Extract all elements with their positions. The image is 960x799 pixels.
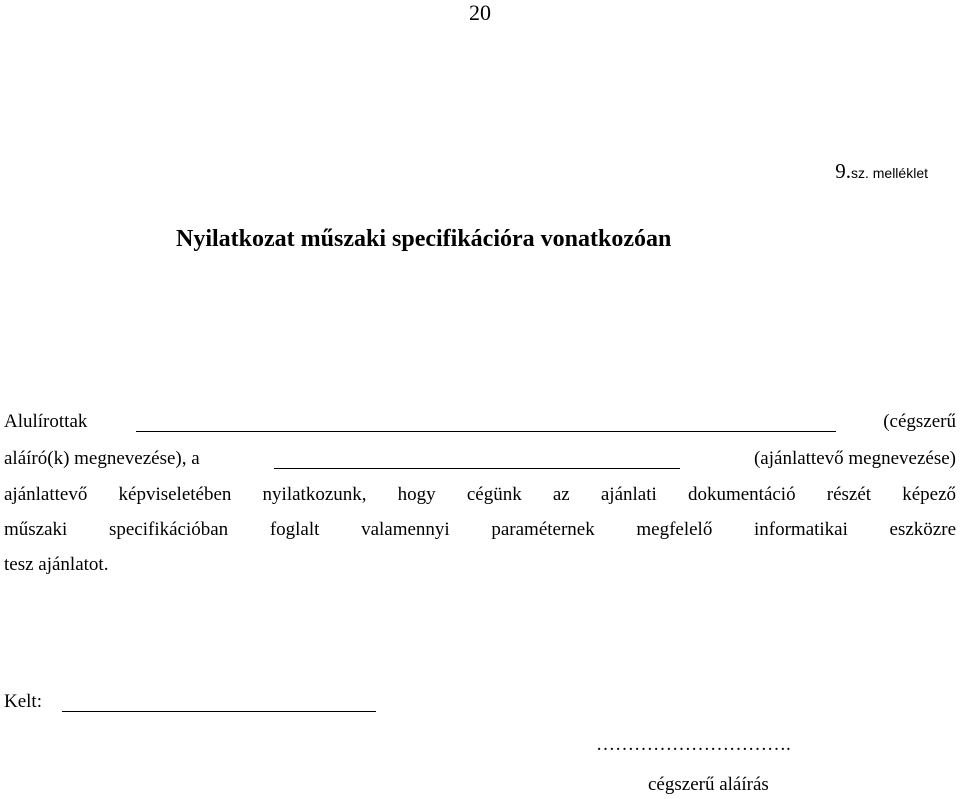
document-title: Nyilatkozat műszaki specifikációra vonatkozóan (176, 226, 672, 252)
bidder-hint: (ajánlattevő megnevezése) (753, 448, 956, 469)
declaration-line-1 (4, 410, 956, 436)
declaration-line-4: műszaki specifikációban foglalt valamennyi paraméternek megfelelő informatikai eszközre (4, 519, 956, 540)
declaration-line-5: tesz ajánlatot. (4, 554, 109, 575)
annex-suffix: sz. melléklet (850, 165, 928, 181)
signatory-hint-cont: aláíró(k) megnevezése), a (4, 448, 200, 469)
declaration-line-2 (4, 447, 956, 473)
bidder-name-blank (274, 468, 680, 469)
declaration-line-3: ajánlattevő képviseletében nyilatkozunk, hogy cégünk az ajánlati dokumentáció részét képező (4, 484, 956, 505)
undersigned-label: Alulírottak (4, 411, 88, 432)
date-row (4, 690, 956, 716)
signature-label: cégszerű aláírás (648, 774, 769, 795)
date-blank (62, 711, 376, 712)
signatory-hint: (cégszerű (883, 411, 956, 432)
page-number: 20 (469, 0, 491, 25)
annex-label (835, 158, 928, 186)
signatory-name-blank (136, 431, 836, 432)
signature-line: …………………………. (596, 734, 791, 755)
annex-number: 9. (835, 159, 851, 183)
date-label: Kelt: (4, 691, 42, 712)
